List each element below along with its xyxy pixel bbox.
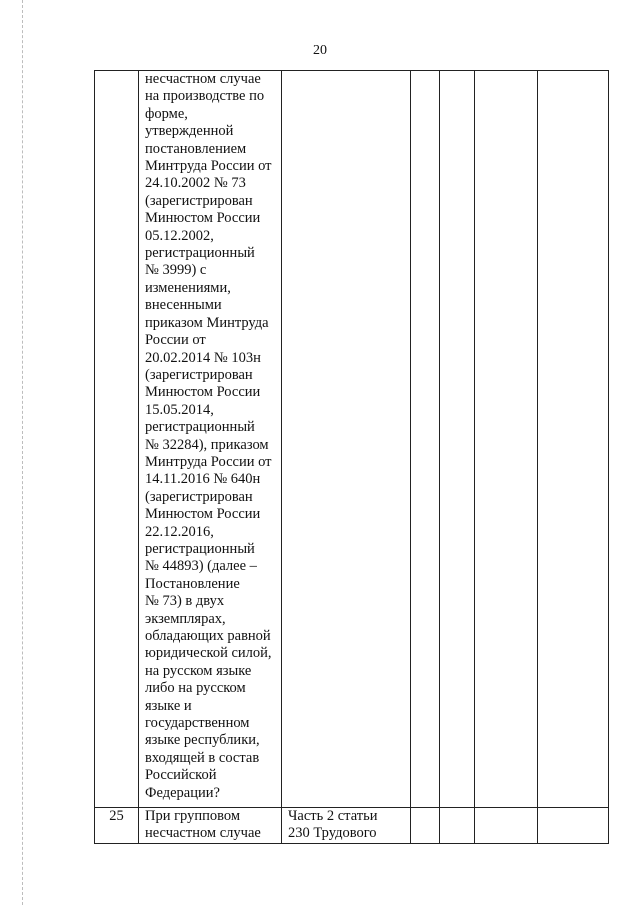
question-line: 22.12.2016, (145, 523, 214, 540)
question-line: № 32284), приказом (145, 436, 269, 453)
question-line: приказом Минтруда (145, 314, 269, 331)
question-line: Минтруда России от (145, 158, 272, 175)
question-line: Минюстом России (145, 210, 261, 227)
question-line: постановлением (145, 140, 247, 157)
answer-no-cell (440, 71, 475, 808)
question-line: Постановление (145, 575, 240, 592)
table-row (95, 808, 609, 844)
question-line: Минтруда России от (145, 453, 272, 470)
question-line: 14.11.2016 № 640н (145, 471, 261, 488)
note-cell (538, 71, 609, 808)
page-edge-line (22, 0, 23, 905)
answer-no-cell (440, 808, 475, 844)
question-line: юридической силой, (145, 645, 272, 662)
row-number: 25 (109, 808, 124, 824)
question-line: (зарегистрирован (145, 366, 253, 383)
question-line: 24.10.2002 № 73 (145, 175, 246, 192)
answer-yes-cell (411, 71, 440, 808)
question-line: № 3999) с (145, 262, 207, 279)
question-line: изменениями, (145, 279, 231, 296)
question-cell (139, 808, 282, 844)
question-line: № 44893) (далее – (145, 558, 257, 575)
question-line: языке республики, (145, 732, 260, 749)
checklist-table (94, 70, 609, 844)
question-line: входящей в состав (145, 749, 260, 766)
question-line: на русском языке (145, 662, 252, 679)
question-line: России от (145, 332, 206, 349)
question-line: Минюстом России (145, 506, 261, 523)
question-cell (139, 71, 282, 808)
note-cell (538, 808, 609, 844)
question-line: экземплярах, (145, 610, 226, 627)
question-line: Федерации? (145, 784, 220, 801)
question-line: государственном (145, 715, 250, 732)
question-line: Минюстом России (145, 384, 261, 401)
question-line: либо на русском (145, 680, 246, 697)
question-line: регистрационный (145, 540, 255, 557)
question-line: 05.12.2002, (145, 227, 214, 244)
row-number-cell (95, 71, 139, 808)
answer-na-cell (475, 71, 538, 808)
question-line: языке и (145, 697, 192, 714)
question-line: регистрационный (145, 245, 255, 262)
question-line: форме, (145, 105, 188, 122)
question-line: утвержденной (145, 123, 234, 140)
reference-line: Часть 2 статьи (288, 808, 378, 824)
question-line: 15.05.2014, (145, 401, 214, 418)
question-line: № 73) в двух (145, 593, 225, 610)
question-line: несчастном случае (145, 71, 261, 87)
question-line: 20.02.2014 № 103н (145, 349, 261, 366)
question-line: При групповом (145, 808, 241, 824)
question-line: регистрационный (145, 419, 255, 436)
answer-yes-cell (411, 808, 440, 844)
question-line: несчастном случае (145, 825, 261, 842)
reference-cell (282, 71, 411, 808)
question-line: (зарегистрирован (145, 488, 253, 505)
answer-na-cell (475, 808, 538, 844)
question-line: Российской (145, 767, 217, 784)
table-row (95, 71, 609, 808)
row-number-cell (95, 808, 139, 844)
question-line: на производстве по (145, 88, 265, 105)
reference-cell (282, 808, 411, 844)
page-number: 20 (313, 43, 327, 58)
question-line: (зарегистрирован (145, 192, 253, 209)
reference-line: 230 Трудового (288, 825, 377, 842)
question-line: обладающих равной (145, 628, 271, 644)
question-line: внесенными (145, 297, 222, 314)
